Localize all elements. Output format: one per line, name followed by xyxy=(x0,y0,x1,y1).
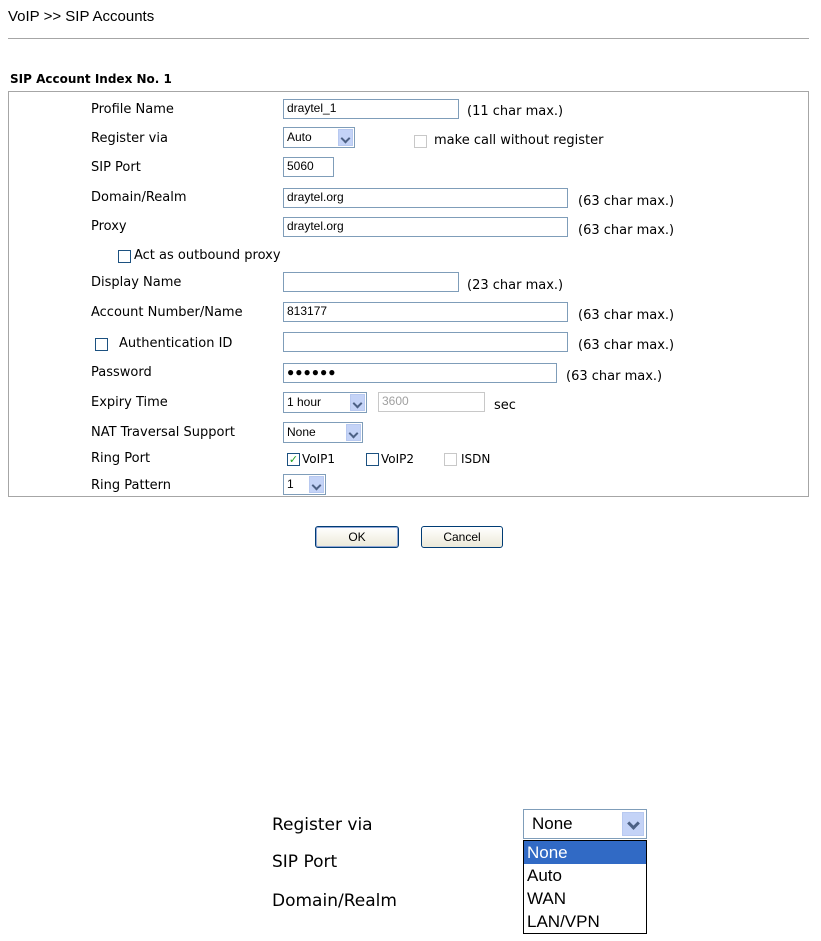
ring-port-isdn-checkbox xyxy=(444,453,457,466)
ring-port-voip2-checkbox[interactable] xyxy=(366,453,379,466)
sip-port-label: SIP Port xyxy=(91,160,141,175)
page-title: VoIP >> SIP Accounts xyxy=(8,8,155,25)
authentication-id-hint: (63 char max.) xyxy=(578,338,675,353)
profile-name-input[interactable]: draytel_1 xyxy=(283,99,459,119)
password-label: Password xyxy=(91,365,152,380)
zoom-sip-port-label: SIP Port xyxy=(272,852,338,872)
option-lan-vpn[interactable]: LAN/VPN xyxy=(527,912,600,931)
account-number-input[interactable]: 813177 xyxy=(283,302,568,322)
ok-button[interactable]: OK xyxy=(315,526,399,548)
without-register-label: make call without register xyxy=(434,133,604,148)
option-wan[interactable]: WAN xyxy=(527,889,567,908)
outbound-proxy-label: Act as outbound proxy xyxy=(134,248,281,263)
domain-realm-label: Domain/Realm xyxy=(91,190,187,205)
expiry-time-label: Expiry Time xyxy=(91,395,168,410)
chevron-down-icon[interactable] xyxy=(346,424,361,441)
profile-name-label: Profile Name xyxy=(91,102,174,117)
expiry-time-select[interactable] xyxy=(283,392,367,413)
expiry-seconds-input: 3600 xyxy=(378,392,485,412)
zoom-register-via-value: None xyxy=(532,814,573,833)
display-name-label: Display Name xyxy=(91,275,182,290)
option-none[interactable]: None xyxy=(524,841,646,864)
display-name-hint: (23 char max.) xyxy=(467,278,564,293)
chevron-down-icon[interactable] xyxy=(338,129,353,146)
nat-traversal-select[interactable] xyxy=(283,422,363,443)
nat-traversal-value: None xyxy=(287,425,316,439)
account-number-hint: (63 char max.) xyxy=(578,308,675,323)
chevron-down-icon[interactable] xyxy=(622,812,644,836)
ring-port-label: Ring Port xyxy=(91,451,151,466)
zoom-domain-realm-label: Domain/Realm xyxy=(272,891,397,911)
register-via-select[interactable] xyxy=(283,127,355,148)
domain-realm-input[interactable]: draytel.org xyxy=(283,188,568,208)
display-name-input[interactable] xyxy=(283,272,459,292)
chevron-down-icon[interactable] xyxy=(309,476,324,493)
zoom-register-via-select[interactable] xyxy=(523,809,647,839)
proxy-hint: (63 char max.) xyxy=(578,223,675,238)
cancel-button[interactable]: Cancel xyxy=(421,526,503,548)
chevron-down-icon[interactable] xyxy=(350,394,365,411)
register-via-value: Auto xyxy=(287,130,312,144)
expiry-unit-label: sec xyxy=(494,398,516,413)
without-register-checkbox[interactable] xyxy=(414,135,427,148)
section-title: SIP Account Index No. 1 xyxy=(10,72,172,86)
password-hint: (63 char max.) xyxy=(566,369,663,384)
title-divider xyxy=(8,38,809,39)
ring-port-voip2-label: VoIP2 xyxy=(381,452,415,466)
authentication-id-checkbox[interactable] xyxy=(95,338,108,351)
outbound-proxy-checkbox[interactable] xyxy=(118,250,131,263)
ring-port-isdn-label: ISDN xyxy=(461,452,491,466)
ring-port-voip1-label: VoIP1 xyxy=(302,452,336,466)
proxy-input[interactable]: draytel.org xyxy=(283,217,568,237)
ring-pattern-select[interactable] xyxy=(283,474,326,495)
proxy-label: Proxy xyxy=(91,219,127,234)
nat-traversal-label: NAT Traversal Support xyxy=(91,425,235,440)
sip-port-input[interactable]: 5060 xyxy=(283,157,334,177)
register-via-label: Register via xyxy=(91,131,168,146)
password-input[interactable]: ●●●●●● xyxy=(283,363,557,383)
profile-name-hint: (11 char max.) xyxy=(467,104,564,119)
zoom-register-via-label: Register via xyxy=(272,815,373,835)
authentication-id-input[interactable] xyxy=(283,332,568,352)
ring-pattern-value: 1 xyxy=(287,477,294,491)
option-auto[interactable]: Auto xyxy=(527,866,562,885)
expiry-time-value: 1 hour xyxy=(287,395,322,409)
ring-pattern-label: Ring Pattern xyxy=(91,478,172,493)
authentication-id-label: Authentication ID xyxy=(119,336,233,351)
account-number-label: Account Number/Name xyxy=(91,305,243,320)
domain-realm-hint: (63 char max.) xyxy=(578,194,675,209)
zoom-register-via-options xyxy=(523,840,647,934)
ring-port-voip1-checkbox[interactable]: ✓ xyxy=(288,453,299,466)
